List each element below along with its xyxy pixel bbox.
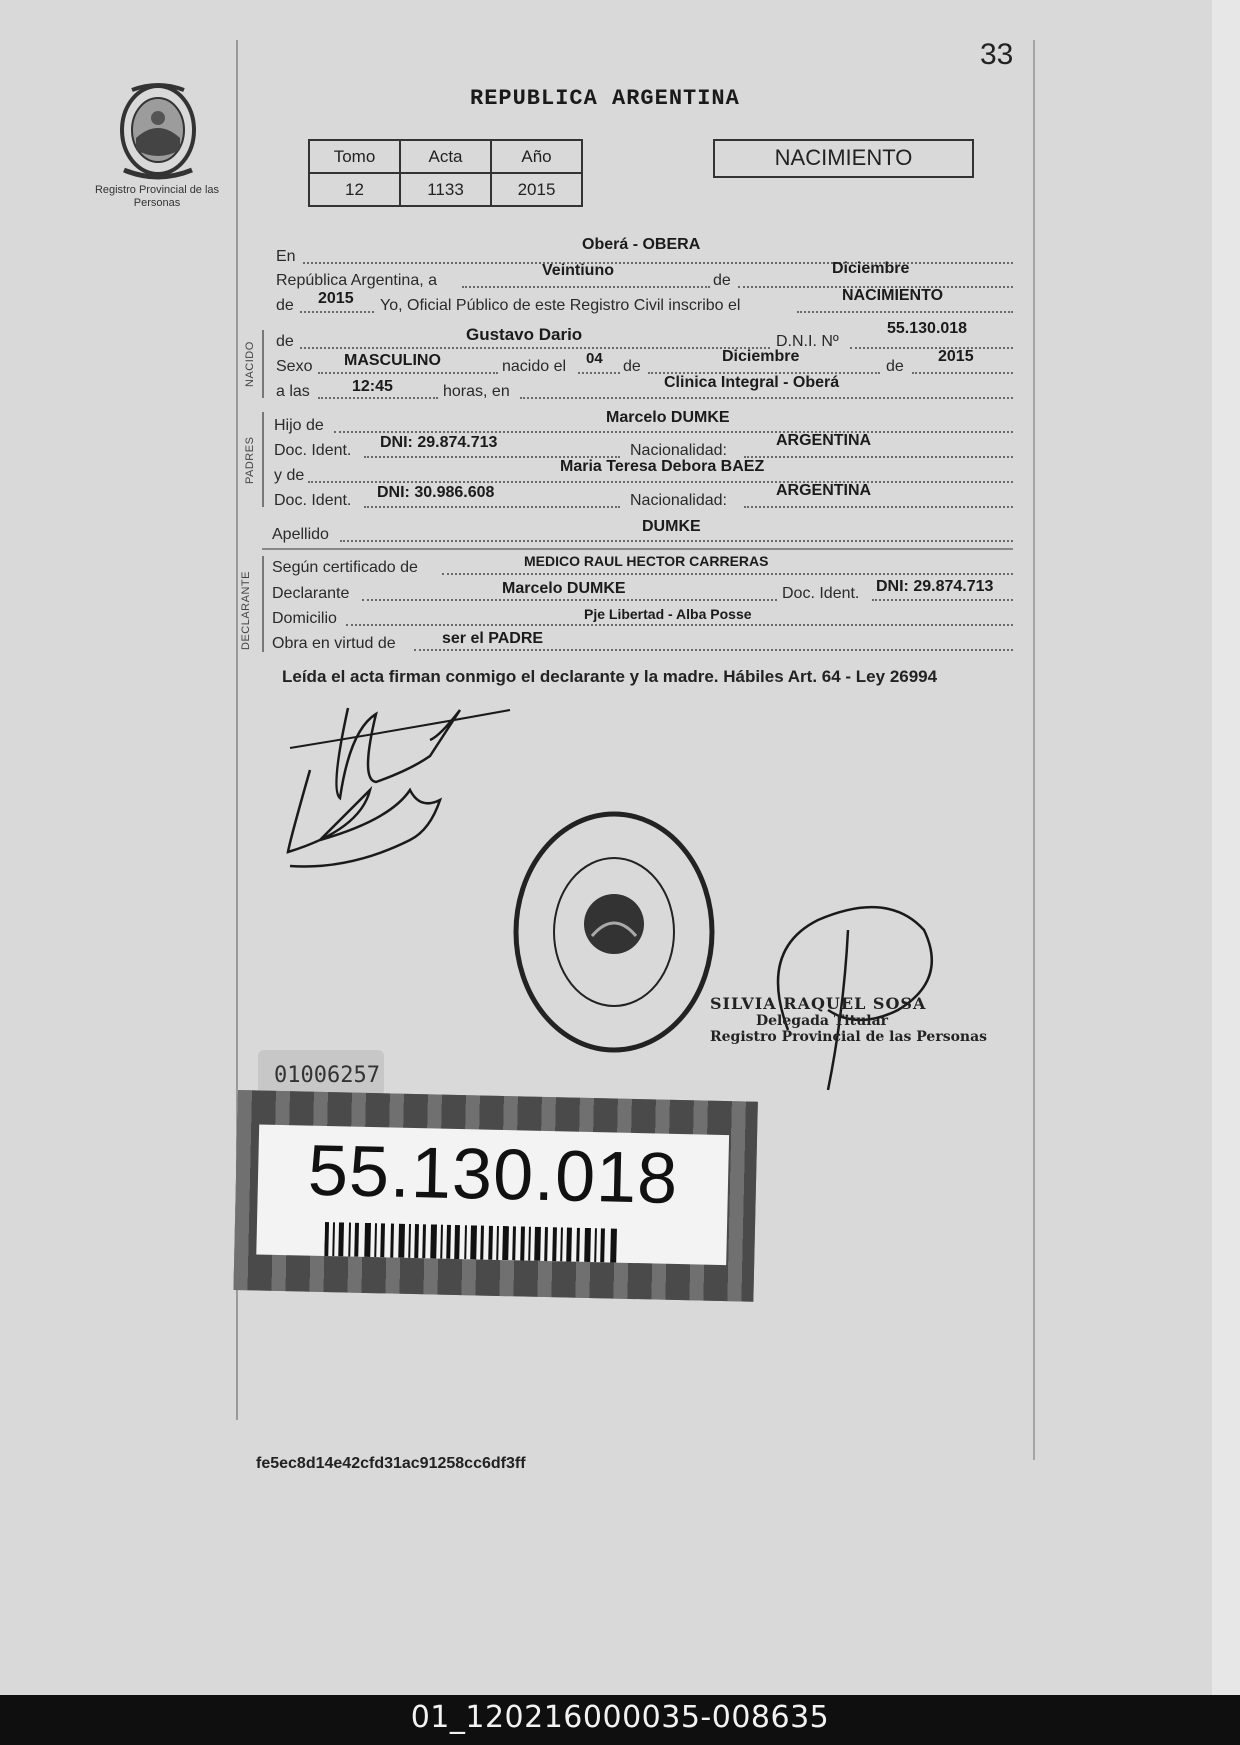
serial-number: 01006257: [274, 1063, 380, 1088]
registry-header: Tomo: [309, 140, 400, 173]
registry-value: 1133: [400, 173, 491, 206]
label-obra: Obra en virtud de: [272, 635, 396, 652]
value-certificate: MEDICO RAUL HECTOR CARRERAS: [524, 553, 769, 569]
value-place: Oberá - OBERA: [582, 236, 701, 253]
label-de: de: [276, 333, 294, 350]
official-role: Delegada Titular: [756, 1013, 889, 1029]
official-name: SILVIA RAQUEL SOSA: [710, 994, 927, 1013]
dotted-line: [797, 311, 1013, 313]
label-doc-ident: Doc. Ident.: [274, 492, 352, 509]
dotted-line: [318, 397, 438, 399]
value-mother-nationality: ARGENTINA: [776, 482, 872, 499]
form-right-rule: [1033, 40, 1035, 1460]
dotted-line: [872, 599, 1013, 601]
label-hijo-de: Hijo de: [274, 417, 324, 434]
registry-value: 2015: [491, 173, 582, 206]
dotted-line: [520, 397, 1013, 399]
value-mother: Maria Teresa Debora BAEZ: [560, 458, 765, 475]
side-label-declarante: DECLARANTE: [240, 571, 252, 650]
registry-table: [308, 139, 583, 207]
section-rule: [262, 556, 264, 652]
label-dni: D.N.I. Nº: [776, 333, 839, 350]
document-title: REPUBLICA ARGENTINA: [470, 86, 740, 111]
value-birth-year: 2015: [938, 348, 974, 365]
value-birth-month: Diciembre: [722, 348, 800, 365]
dotted-line: [300, 347, 770, 349]
label-nacionalidad: Nacionalidad:: [630, 442, 727, 459]
value-birth-place: Clinica Integral - Oberá: [664, 374, 840, 391]
label-y-de: y de: [274, 467, 305, 484]
dotted-line: [364, 506, 620, 508]
document-hash: fe5ec8d14e42cfd31ac91258cc6df3ff: [256, 1455, 526, 1472]
section-rule: [262, 330, 264, 398]
value-declarant-doc: DNI: 29.874.713: [876, 578, 994, 595]
scan-edge: [1212, 0, 1240, 1695]
label-republica: República Argentina, a: [276, 272, 437, 289]
official-block: [710, 994, 987, 1045]
value-child-dni: 55.130.018: [887, 320, 968, 337]
label-en: En: [276, 248, 296, 265]
province-crest-icon: [110, 78, 206, 188]
value-declarant: Marcelo DUMKE: [502, 580, 626, 597]
label-number: 55.130.018: [307, 1130, 680, 1220]
label-de: de: [886, 358, 904, 375]
label-nacido-el: nacido el: [502, 358, 567, 375]
label-yo: Yo, Oficial Público de este Registro Civil inscribo el: [380, 297, 741, 314]
official-signature: [748, 890, 948, 1090]
section-rule: [262, 412, 264, 507]
value-record: NACIMIENTO: [842, 287, 944, 304]
value-surname: DUMKE: [642, 518, 701, 535]
label-horas-en: horas, en: [443, 383, 510, 400]
label-a-las: a las: [276, 383, 310, 400]
registry-header: Año: [491, 140, 582, 173]
label-nacionalidad: Nacionalidad:: [630, 492, 727, 509]
id-label: [233, 1090, 757, 1302]
label-apellido: Apellido: [272, 526, 329, 543]
label-sexo: Sexo: [276, 358, 313, 375]
label-de: de: [713, 272, 731, 289]
dotted-line: [850, 347, 1013, 349]
label-doc-ident: Doc. Ident.: [274, 442, 352, 459]
label-domicilio: Domicilio: [272, 610, 337, 627]
value-mother-doc: DNI: 30.986.608: [377, 484, 495, 501]
value-birth-time: 12:45: [352, 378, 393, 395]
dotted-line: [362, 599, 777, 601]
label-inner: [256, 1124, 729, 1265]
official-office: Registro Provincial de las Personas: [710, 1029, 988, 1045]
registry-value: 12: [309, 173, 400, 206]
label-de: de: [623, 358, 641, 375]
value-capacity: ser el PADRE: [442, 630, 544, 647]
scan-footer-code: 01_120216000035-008635: [410, 1700, 830, 1735]
official-seal-icon: [510, 806, 720, 1060]
dotted-line: [318, 372, 498, 374]
section-separator: [262, 548, 1013, 550]
dotted-line: [744, 506, 1013, 508]
value-birth-day: 04: [586, 350, 603, 367]
label-segun-certificado: Según certificado de: [272, 559, 418, 576]
registry-header-row: [309, 140, 582, 173]
closing-note: Leída el acta firman conmigo el declarante y la madre. Hábiles Art. 64 - Ley 26994: [282, 667, 938, 686]
value-month: Diciembre: [832, 260, 910, 277]
dotted-line: [912, 372, 1013, 374]
side-label-padres: PADRES: [244, 436, 256, 484]
dotted-line: [462, 286, 710, 288]
page-number: 33: [980, 38, 1014, 71]
dotted-line: [340, 540, 1013, 542]
value-child-name: Gustavo Dario: [466, 325, 583, 344]
dotted-line: [578, 372, 620, 374]
side-label-nacido: NACIDO: [244, 341, 256, 387]
barcode-icon: [324, 1222, 621, 1263]
dotted-line: [442, 573, 1013, 575]
value-address: Pje Libertad - Alba Posse: [584, 606, 752, 622]
dotted-line: [744, 456, 1013, 458]
dotted-line: [334, 431, 1013, 433]
value-sex: MASCULINO: [344, 352, 441, 369]
label-de: de: [276, 297, 294, 314]
registry-header: Acta: [400, 140, 491, 173]
value-father: Marcelo DUMKE: [606, 409, 730, 426]
value-day-words: Veintiuno: [542, 262, 614, 279]
value-father-nationality: ARGENTINA: [776, 432, 872, 449]
value-father-doc: DNI: 29.874.713: [380, 434, 498, 451]
dotted-line: [414, 649, 1013, 651]
value-year: 2015: [318, 290, 354, 307]
label-declarante: Declarante: [272, 585, 350, 602]
dotted-line: [308, 481, 1013, 483]
declarant-signature: [280, 670, 520, 880]
record-type-box: NACIMIENTO: [713, 139, 974, 178]
dotted-line: [300, 311, 374, 313]
registry-value-row: [309, 173, 582, 206]
dotted-line: [346, 624, 1013, 626]
crest-caption: Registro Provincial de las Personas: [94, 184, 220, 209]
label-doc-ident: Doc. Ident.: [782, 585, 860, 602]
